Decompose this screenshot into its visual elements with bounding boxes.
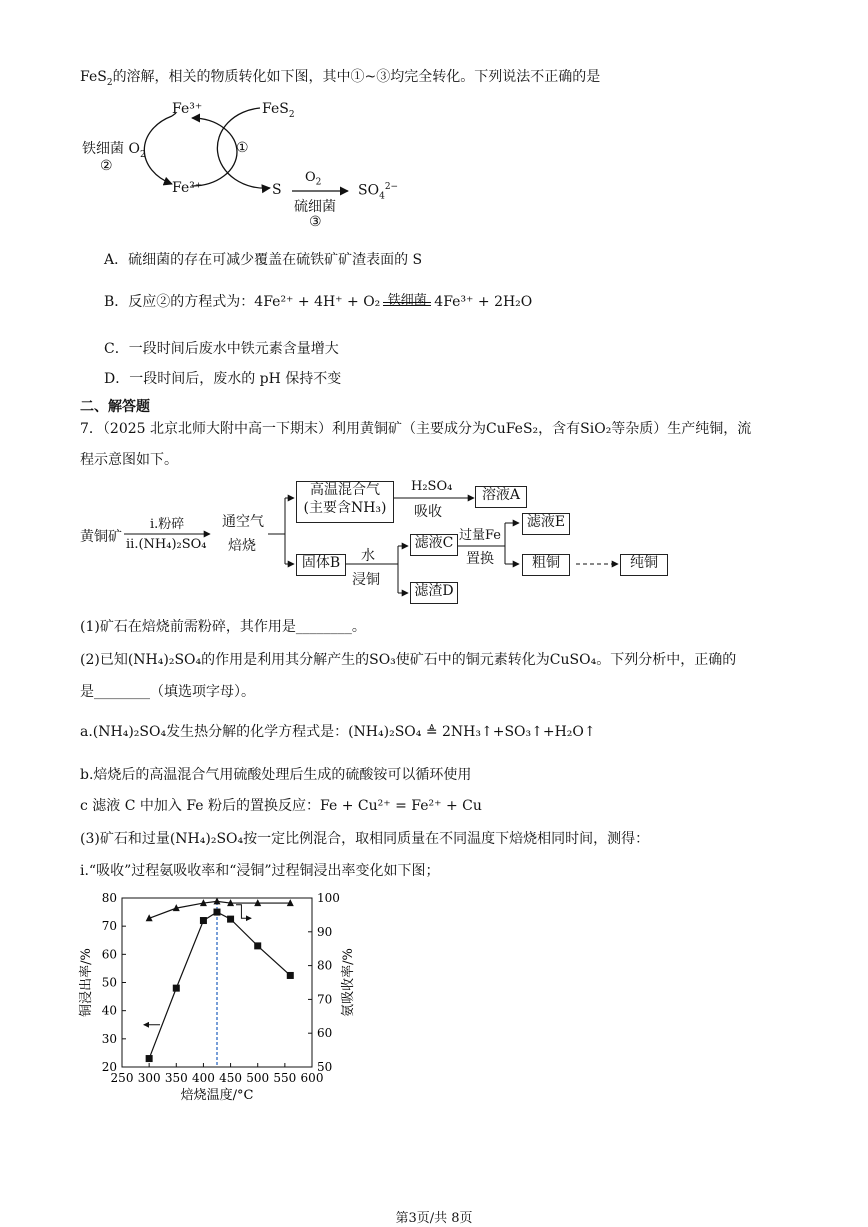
question-7-line1: 7．（2025 北京北师大附中高一下期末）利用黄铜矿（主要成分为CuFeS₂，含有SiO₂等杂质）生产纯铜，流 — [80, 421, 752, 437]
y-left-tick-label: 60 — [101, 947, 117, 962]
y-left-tick-label: 50 — [101, 975, 117, 990]
x-tick-label: 450 — [219, 1071, 243, 1085]
x-tick-label: 500 — [246, 1071, 270, 1085]
flow-box-solution-a: 溶液A — [475, 486, 527, 508]
square-point — [287, 972, 294, 979]
fes2-label: FeS$_2$ — [262, 101, 295, 120]
fe2-label: Fe²⁺ — [172, 180, 203, 196]
choice-a: a.(NH₄)₂SO₄发生热分解的化学方程式是：(NH₄)₂SO₄ ≜ 2NH₃↑+SO₃↑+H₂O↑ — [80, 724, 596, 740]
x-axis-label: 焙烧温度/°C — [180, 1088, 254, 1103]
x-tick-label: 250 — [110, 1071, 134, 1085]
y-right-tick-label: 90 — [317, 924, 333, 939]
flow-box-crude-copper: 粗铜 — [522, 554, 570, 576]
y-left-tick-label: 80 — [101, 891, 117, 905]
square-point — [173, 985, 180, 992]
flow-h2so4: H₂SO₄ — [411, 479, 453, 494]
flow-box-hot-gas: 高温混合气 (主要含NH₃) — [296, 481, 394, 523]
flow-box-pure-copper: 纯铜 — [620, 554, 668, 576]
y-left-tick-label: 70 — [101, 919, 117, 934]
square-point — [146, 1055, 153, 1062]
o2-condition-label: $O_2$ — [305, 170, 322, 188]
flow-step-ammonium: ii.(NH₄)₂SO₄ — [126, 537, 207, 552]
iron-sulfur-cycle-diagram — [80, 96, 410, 236]
page-footer: 第3页/共 8页 — [395, 1211, 473, 1226]
question-6-stem: FeS$_2$的溶解，相关的物质转化如下图，其中①~③均完全转化。下列说法不正确的是 — [80, 69, 601, 88]
x-tick-label: 600 — [300, 1071, 324, 1085]
square-point — [200, 917, 207, 924]
flow-box-residue-d: 滤渣D — [410, 582, 458, 604]
flow-water: 水 — [361, 548, 375, 564]
flow-absorb: 吸收 — [414, 504, 442, 520]
choice-c: c 滤液 C 中加入 Fe 粉后的置换反应：Fe + Cu²⁺ = Fe²⁺ + Cu — [80, 798, 482, 814]
y-left-tick-label: 30 — [101, 1031, 117, 1046]
option-b: B．反应②的方程式为：4Fe²⁺ + 4H⁺ + O₂ 铁细菌 4Fe³⁺ + 2H₂O — [104, 291, 532, 311]
square-point — [214, 909, 221, 916]
circle-2-label: ② — [100, 158, 113, 174]
sulfur-bacteria-label: 硫细菌 — [294, 199, 336, 215]
subq-2-line2: 是________（填选项字母）。 — [80, 684, 255, 700]
option-b-condition: 铁细菌 — [387, 293, 427, 308]
flow-roast: 焙烧 — [228, 538, 256, 554]
right-axis-indicator-arrow — [236, 905, 251, 919]
y-left-axis-label: 铜浸出率/% — [79, 948, 94, 1017]
y-right-axis-label: 氨吸收率/% — [341, 948, 356, 1017]
iron-bacteria-label: 铁细菌 $O_2$ — [82, 141, 146, 160]
y-right-tick-label: 60 — [317, 1026, 333, 1041]
y-left-tick-label: 40 — [101, 1003, 117, 1018]
circle-3-label: ③ — [309, 214, 322, 230]
subq-1: (1)矿石在焙烧前需粉碎，其作用是________。 — [80, 619, 366, 635]
flow-air: 通空气 — [222, 514, 264, 530]
sulfate-label: $SO_4^{2-}$ — [358, 182, 399, 202]
question-7-line2: 程示意图如下。 — [80, 452, 178, 468]
subq-3-i: i.“吸收”过程氨吸收率和“浸铜”过程铜浸出率变化如下图； — [80, 863, 440, 879]
flow-box-filtrate-c: 滤液C — [410, 534, 458, 556]
x-tick-label: 300 — [137, 1071, 161, 1085]
y-right-tick-label: 50 — [317, 1060, 333, 1074]
flow-box-filtrate-e: 滤液E — [522, 513, 570, 535]
square-point — [254, 942, 261, 949]
circle-1-label: ① — [236, 140, 249, 156]
x-tick-label: 550 — [273, 1071, 297, 1085]
y-left-tick-label: 20 — [101, 1060, 117, 1074]
option-c: C．一段时间后废水中铁元素含量增大 — [104, 341, 339, 357]
option-d: D．一段时间后，废水的 pH 保持不变 — [104, 371, 342, 387]
square-point — [227, 916, 234, 923]
flow-start: 黄铜矿 — [80, 529, 122, 545]
section-heading: 二、解答题 — [80, 399, 150, 415]
y-right-tick-label: 100 — [317, 891, 340, 905]
sulfur-label: S — [272, 182, 282, 198]
flow-step-crush: i.粉碎 — [150, 517, 185, 532]
choice-b: b.焙烧后的高温混合气用硫酸处理后生成的硫酸铵可以循环使用 — [80, 767, 472, 783]
flow-replace: 置换 — [466, 551, 494, 567]
flow-box-solid-b: 固体B — [296, 554, 346, 576]
flow-excess-fe: 过量Fe — [459, 528, 502, 543]
y-right-tick-label: 80 — [317, 958, 333, 973]
subq-3: (3)矿石和过量(NH₄)₂SO₄按一定比例混合，取相同质量在不同温度下焙烧相同时间，测得： — [80, 831, 650, 847]
y-right-tick-label: 70 — [317, 992, 333, 1007]
series-line-left — [149, 912, 290, 1058]
fe3-label: Fe³⁺ — [172, 101, 203, 117]
subq-2-line1: (2)已知(NH₄)₂SO₄的作用是利用其分解产生的SO₃使矿石中的铜元素转化为CuSO₄。下列分析中，正确的 — [80, 652, 737, 668]
option-a: A．硫细菌的存在可减少覆盖在硫铁矿矿渣表面的 S — [104, 252, 423, 268]
x-tick-label: 350 — [164, 1071, 188, 1085]
x-tick-label: 400 — [191, 1071, 215, 1085]
roasting-temperature-chart — [70, 888, 370, 1118]
flow-leach: 浸铜 — [352, 572, 380, 588]
